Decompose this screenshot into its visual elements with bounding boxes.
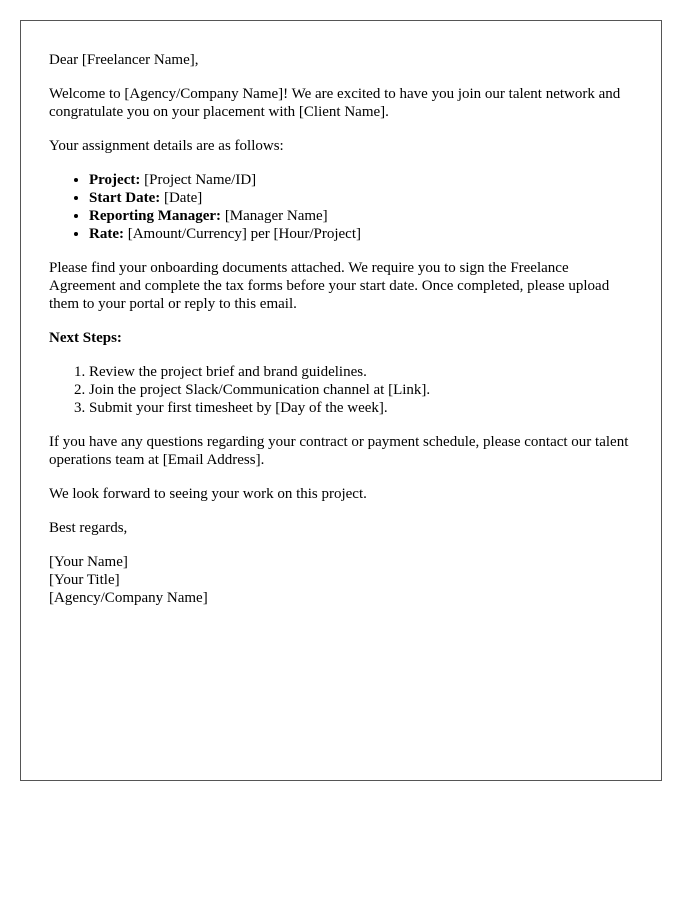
next-steps-heading-text: Next Steps: [49,330,122,346]
detail-label: Reporting Manager: [89,208,222,224]
detail-value: [Amount/Currency] per [Hour/Project] [123,226,361,242]
detail-item-reporting-manager [89,207,633,225]
signature-name: [Your Name] [49,554,128,570]
detail-value: [Manager Name] [221,208,328,224]
next-steps-heading [49,329,633,347]
signature-company: [Agency/Company Name] [49,590,208,606]
detail-item-start-date [89,189,633,207]
detail-label: Project: [89,172,141,188]
signoff: Best regards, [49,520,128,536]
signature-title: [Your Title] [49,572,120,588]
detail-value: [Project Name/ID] [140,172,257,188]
letter-body [20,20,662,781]
detail-value: [Date] [160,190,203,206]
signature-block [49,553,633,607]
next-step-item: 3. Submit your first timesheet by [Day of the week]. [89,399,633,417]
next-step-item: 2. Join the project Slack/Communication channel at [Link]. [89,381,633,399]
intro-paragraph: Welcome to [Agency/Company Name]! We are excited to have you join our talent network and congratulate you on your placement with [Client Name]. [49,86,621,120]
documents-paragraph: Please find your onboarding documents attached. We require you to sign the Freelance Agreement and complete the tax forms before your start date. Once completed, please upload them to your portal or reply to this email. [49,260,610,312]
assignment-intro: Your assignment details are as follows: [49,138,284,154]
assignment-details-list [49,171,633,243]
greeting: Dear [Freelancer Name], [49,52,199,68]
detail-item-rate [89,225,633,243]
closing-line: We look forward to seeing your work on this project. [49,486,367,502]
next-step-item: 1. Review the project brief and brand guidelines. [89,363,633,381]
detail-item-project [89,171,633,189]
next-steps-list [49,363,633,417]
detail-label: Start Date: [89,190,161,206]
questions-paragraph: If you have any questions regarding your contract or payment schedule, please contact our talent operations team at [Email Address]. [49,434,629,468]
detail-label: Rate: [89,226,124,242]
